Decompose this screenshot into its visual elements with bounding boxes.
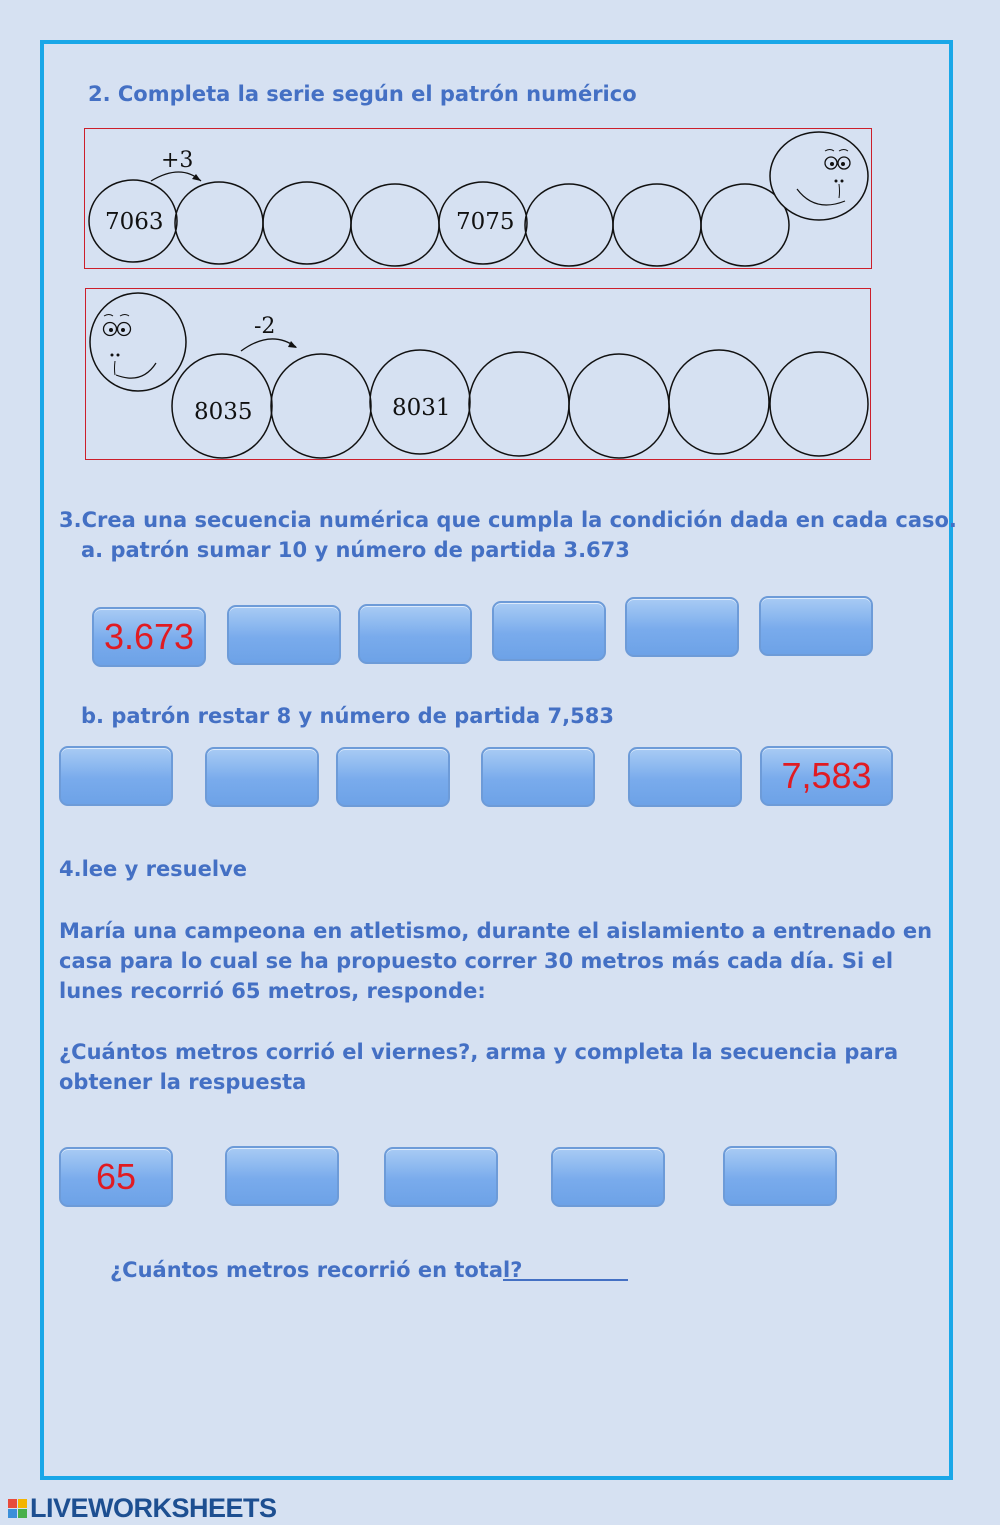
sequence-b-box[interactable] bbox=[481, 747, 595, 807]
section4-question1: ¿Cuántos metros corrió el viernes?, arma y completa la secuencia para obtener la respuesta bbox=[59, 1040, 899, 1094]
worm-head-icon bbox=[770, 132, 868, 220]
worm-2-circles bbox=[90, 293, 868, 458]
worm-1-operator: +3 bbox=[161, 148, 194, 173]
section2-title: 2. Completa la serie según el patrón numérico bbox=[88, 82, 637, 106]
worm-2-circle[interactable] bbox=[469, 352, 569, 456]
sequence-b-box[interactable] bbox=[59, 746, 173, 806]
sequence-b-box[interactable] bbox=[205, 747, 319, 807]
logo-icon bbox=[8, 1499, 27, 1518]
worm-1-circle[interactable] bbox=[175, 182, 263, 264]
logo-text: LIVEWORKSHEETS bbox=[30, 1492, 277, 1523]
worm-1-value: 7063 bbox=[105, 209, 164, 235]
worm-2-operator: -2 bbox=[254, 314, 276, 339]
worm-1-circle[interactable] bbox=[263, 182, 351, 264]
sequence-a-box[interactable]: 3.673 bbox=[92, 607, 206, 667]
section4-problem: María una campeona en atletismo, durante el aislamiento a entrenado en casa para lo cual se ha propuesto correr 30 metros más cada día. Si el lunes recorrió 65 metros, responde: bbox=[59, 919, 933, 1003]
sequence-a-box[interactable] bbox=[358, 604, 472, 664]
worm-1-circles bbox=[89, 132, 868, 266]
worm-head-icon bbox=[90, 293, 186, 391]
worm-2-value: 8031 bbox=[392, 395, 451, 421]
worm-2-circle[interactable] bbox=[271, 354, 371, 458]
worm-1-circle[interactable] bbox=[525, 184, 613, 266]
worm-2-circle[interactable] bbox=[669, 350, 769, 454]
sequence-b-box[interactable] bbox=[628, 747, 742, 807]
section3-b-label: b. patrón restar 8 y número de partida 7,583 bbox=[81, 704, 614, 728]
section4-title: 4.lee y resuelve bbox=[59, 857, 248, 881]
running-sequence-box[interactable] bbox=[225, 1146, 339, 1206]
running-sequence-box[interactable]: 65 bbox=[59, 1147, 173, 1207]
worm-1-panel bbox=[84, 128, 872, 269]
total-answer-line[interactable] bbox=[503, 1279, 628, 1281]
worm-1-circle[interactable] bbox=[351, 184, 439, 266]
worm-2-value: 8035 bbox=[194, 399, 253, 425]
sequence-b-box[interactable]: 7,583 bbox=[760, 746, 893, 806]
running-sequence-box[interactable] bbox=[723, 1146, 837, 1206]
sequence-a-box[interactable] bbox=[759, 596, 873, 656]
liveworksheets-logo[interactable] bbox=[8, 1494, 277, 1522]
worm-1-circle[interactable] bbox=[613, 184, 701, 266]
worm-2-circle[interactable] bbox=[569, 354, 669, 458]
section4-question2: ¿Cuántos metros recorrió en total? bbox=[110, 1258, 523, 1282]
sequence-a-box[interactable] bbox=[227, 605, 341, 665]
sequence-a-box[interactable] bbox=[492, 601, 606, 661]
sequence-a-box[interactable] bbox=[625, 597, 739, 657]
worm-2-circle[interactable] bbox=[770, 352, 868, 456]
running-sequence-box[interactable] bbox=[384, 1147, 498, 1207]
section3-a-label: a. patrón sumar 10 y número de partida 3.673 bbox=[81, 538, 630, 562]
sequence-b-box[interactable] bbox=[336, 747, 450, 807]
running-sequence-box[interactable] bbox=[551, 1147, 665, 1207]
worm-2-panel bbox=[85, 288, 871, 460]
worm-1-value: 7075 bbox=[456, 209, 515, 235]
section3-title: 3.Crea una secuencia numérica que cumpla la condición dada en cada caso. bbox=[59, 508, 957, 532]
